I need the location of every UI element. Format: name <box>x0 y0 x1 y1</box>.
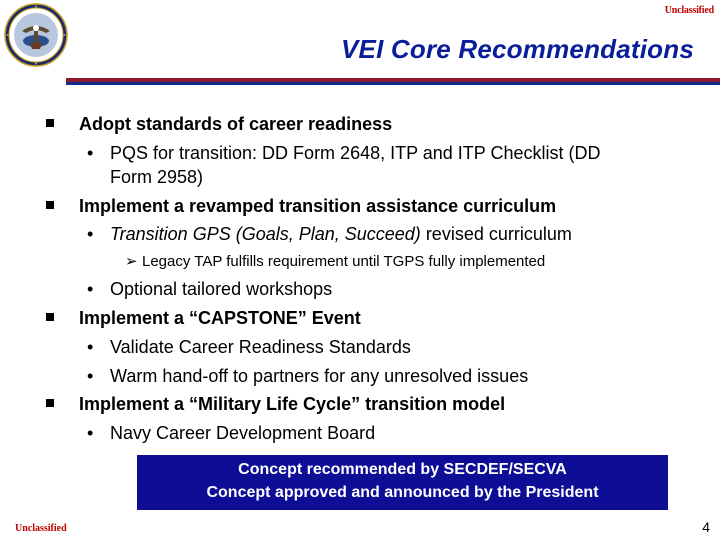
classification-label-top: Unclassified <box>664 5 714 16</box>
bullet-level1 <box>79 394 505 415</box>
bullet-text: Validate Career Readiness Standards <box>110 337 411 357</box>
square-bullet-icon <box>46 313 54 321</box>
bullet-level2 <box>87 423 376 444</box>
square-bullet-icon <box>46 119 54 127</box>
title-rule-blue <box>66 82 720 85</box>
bullet-text: Optional tailored workshops <box>110 279 333 299</box>
bullet-level2 <box>87 279 333 300</box>
bullet-text: Legacy TAP fulfills requirement until TGPS fully implemented <box>142 253 546 270</box>
banner-line-1: Concept recommended by SECDEF/SECVA <box>238 461 567 478</box>
bullet-level1 <box>79 308 361 329</box>
square-bullet-icon <box>46 201 54 209</box>
bullet-level2 <box>87 337 411 358</box>
bullet-text: Adopt standards of career readiness <box>79 114 393 134</box>
page-number: 4 <box>702 519 710 535</box>
bullet-text: Warm hand-off to partners for any unresolved issues <box>110 366 529 386</box>
bullet-text: Implement a “Military Life Cycle” transition model <box>79 394 506 414</box>
round-bullet-icon: • <box>87 423 94 443</box>
arrow-bullet-icon: ➢ <box>125 253 138 270</box>
bullet-level2 <box>87 366 529 387</box>
bullet-text: PQS for transition: DD Form 2648, ITP and ITP Checklist (DD <box>110 143 601 163</box>
round-bullet-icon: • <box>87 337 94 357</box>
round-bullet-icon: • <box>87 224 94 244</box>
bullet-text-italic: Transition GPS (Goals, Plan, Succeed) <box>110 224 421 244</box>
bullet-text: Implement a revamped transition assistance curriculum <box>79 196 557 216</box>
bullet-text: Navy Career Development Board <box>110 423 376 443</box>
bullet-text: revised curriculum <box>420 224 572 244</box>
concept-banner <box>137 455 668 510</box>
round-bullet-icon: • <box>87 366 94 386</box>
square-bullet-icon <box>46 399 54 407</box>
banner-line-2: Concept approved and announced by the President <box>206 484 599 501</box>
round-bullet-icon: • <box>87 279 94 299</box>
navy-seal-icon <box>4 3 68 67</box>
slide-title: VEI Core Recommendations <box>341 34 694 64</box>
bullet-level3 <box>125 253 546 270</box>
round-bullet-icon: • <box>87 143 94 163</box>
classification-label-bottom: Unclassified <box>15 523 67 534</box>
bullet-level2 <box>87 143 601 164</box>
bullet-continuation: Form 2958) <box>110 167 204 187</box>
bullet-level2 <box>87 224 572 245</box>
bullet-level1 <box>79 114 392 135</box>
bullet-text: Implement a “CAPSTONE” Event <box>79 308 361 328</box>
bullet-level1 <box>79 196 556 217</box>
